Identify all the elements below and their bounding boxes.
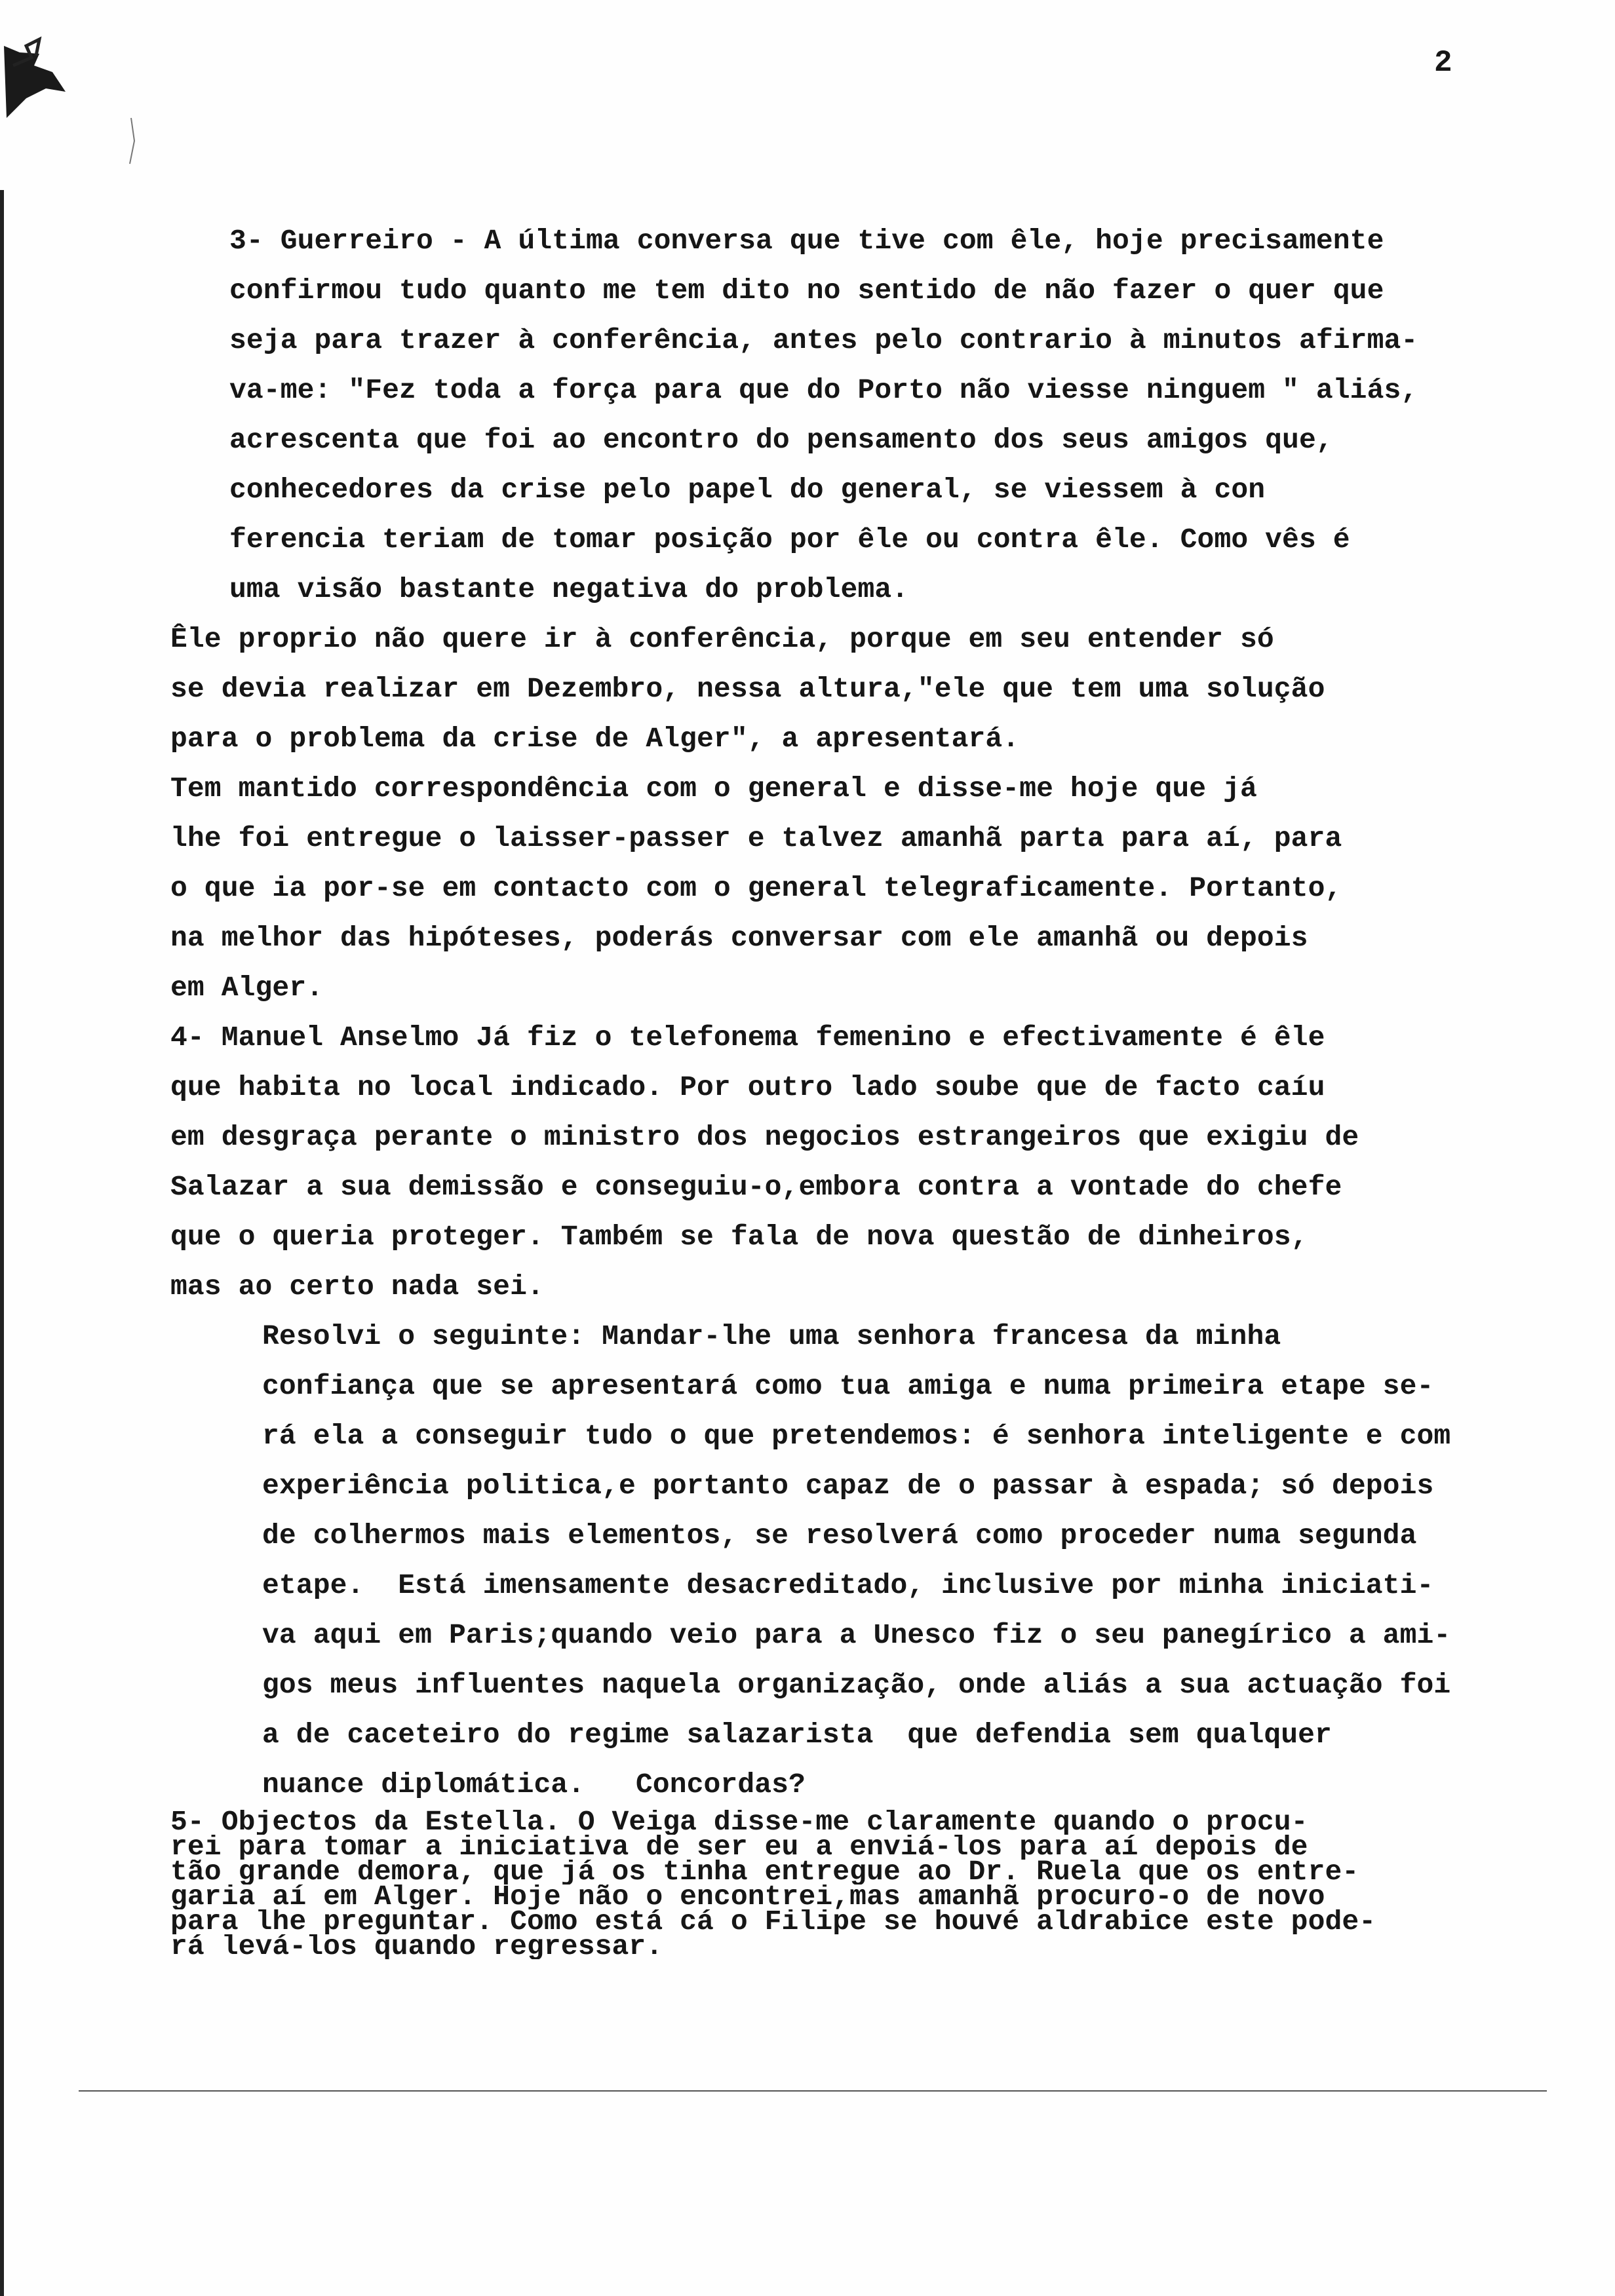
text-line: de colhermos mais elementos, se resolverá como proceder numa segunda bbox=[262, 1520, 1417, 1552]
text-line: para lhe preguntar. Como está cá o Filipe se houvé aldrabice este pode- bbox=[170, 1909, 1376, 1934]
text-line: o que ia por-se em contacto com o general telegraficamente. Portanto, bbox=[170, 872, 1342, 904]
bottom-divider bbox=[79, 2090, 1547, 2092]
text-line: mas ao certo nada sei. bbox=[170, 1271, 544, 1303]
text-line: para o problema da crise de Alger", a apresentará. bbox=[170, 723, 1020, 755]
left-margin-line bbox=[0, 190, 4, 2296]
text-line: que habita no local indicado. Por outro lado soube que de facto caíu bbox=[170, 1071, 1325, 1103]
paragraph bbox=[131, 216, 1553, 615]
corner-scribble-icon bbox=[0, 26, 138, 170]
paragraph bbox=[131, 1013, 1553, 1312]
text-line: rá ela a conseguir tudo o que pretendemos: é senhora inteligente e com bbox=[262, 1420, 1451, 1452]
text-line: 5- Objectos da Estella. O Veiga disse-me claramente quando o procu- bbox=[170, 1810, 1308, 1835]
paragraph bbox=[131, 1810, 1553, 1959]
section-guerreiro bbox=[131, 216, 1553, 1013]
text-line: 4- Manuel Anselmo Já fiz o telefonema femenino e efectivamente é êle bbox=[170, 1022, 1325, 1054]
paragraph bbox=[131, 615, 1553, 764]
text-line: na melhor das hipóteses, poderás conversar com ele amanhã ou depois bbox=[170, 922, 1308, 954]
text-line: Tem mantido correspondência com o general e disse-me hoje que já bbox=[170, 773, 1257, 805]
text-line: se devia realizar em Dezembro, nessa altura,"ele que tem uma solução bbox=[170, 673, 1325, 705]
text-line: conhecedores da crise pelo papel do general, se viessem à con bbox=[229, 474, 1266, 506]
text-line: gos meus influentes naquela organização, onde aliás a sua actuação foi bbox=[262, 1669, 1451, 1701]
text-line: a de caceteiro do regime salazarista que defendia sem qualquer bbox=[262, 1719, 1332, 1751]
text-line: confirmou tudo quanto me tem dito no sentido de não fazer o quer que bbox=[229, 275, 1384, 307]
text-line: va aqui em Paris;quando veio para a Unesco fiz o seu panegírico a ami- bbox=[262, 1619, 1451, 1651]
text-line: em desgraça perante o ministro dos negocios estrangeiros que exigiu de bbox=[170, 1121, 1359, 1153]
text-line: Salazar a sua demissão e conseguiu-o,embora contra a vontade do chefe bbox=[170, 1171, 1342, 1203]
section-manuel-anselmo bbox=[131, 1013, 1553, 1810]
text-line: rá levá-los quando regressar. bbox=[170, 1934, 663, 1959]
text-line: tão grande demora, que já os tinha entregue ao Dr. Ruela que os entre- bbox=[170, 1860, 1359, 1885]
text-line: Resolvi o seguinte: Mandar-lhe uma senhora francesa da minha bbox=[262, 1320, 1281, 1352]
text-line: em Alger. bbox=[170, 972, 324, 1004]
text-line: va-me: "Fez toda a força para que do Porto não viesse ninguem " aliás, bbox=[229, 374, 1418, 406]
text-line: que o queria proteger. Também se fala de nova questão de dinheiros, bbox=[170, 1221, 1308, 1253]
paragraph bbox=[131, 764, 1553, 1013]
section-objectos-estella bbox=[131, 1810, 1553, 1959]
text-line: lhe foi entregue o laisser-passer e talvez amanhã parta para aí, para bbox=[170, 822, 1342, 854]
text-line: Êle proprio não quere ir à conferência, porque em seu entender só bbox=[170, 623, 1274, 655]
paragraph bbox=[131, 1312, 1553, 1810]
page-number: 2 bbox=[1434, 46, 1452, 80]
text-line: etape. Está imensamente desacreditado, inclusive por minha iniciati- bbox=[262, 1569, 1434, 1601]
body-text bbox=[131, 216, 1553, 1959]
text-line: seja para trazer à conferência, antes pelo contrario à minutos afirma- bbox=[229, 324, 1418, 356]
text-line: confiança que se apresentará como tua amiga e numa primeira etape se- bbox=[262, 1370, 1434, 1402]
text-line: acrescenta que foi ao encontro do pensamento dos seus amigos que, bbox=[229, 424, 1333, 456]
text-line: rei para tomar a iniciativa de ser eu a enviá-los para aí depois de bbox=[170, 1835, 1308, 1860]
text-line: experiência politica,e portanto capaz de o passar à espada; só depois bbox=[262, 1470, 1434, 1502]
text-line: uma visão bastante negativa do problema. bbox=[229, 573, 909, 605]
text-line: 3- Guerreiro - A última conversa que tive com êle, hoje precisamente bbox=[229, 225, 1384, 257]
text-line: ferencia teriam de tomar posição por êle ou contra êle. Como vês é bbox=[229, 524, 1350, 556]
text-line: nuance diplomática. Concordas? bbox=[262, 1769, 806, 1801]
text-line: garia aí em Alger. Hoje não o encontrei,mas amanhã procuro-o de novo bbox=[170, 1885, 1325, 1909]
